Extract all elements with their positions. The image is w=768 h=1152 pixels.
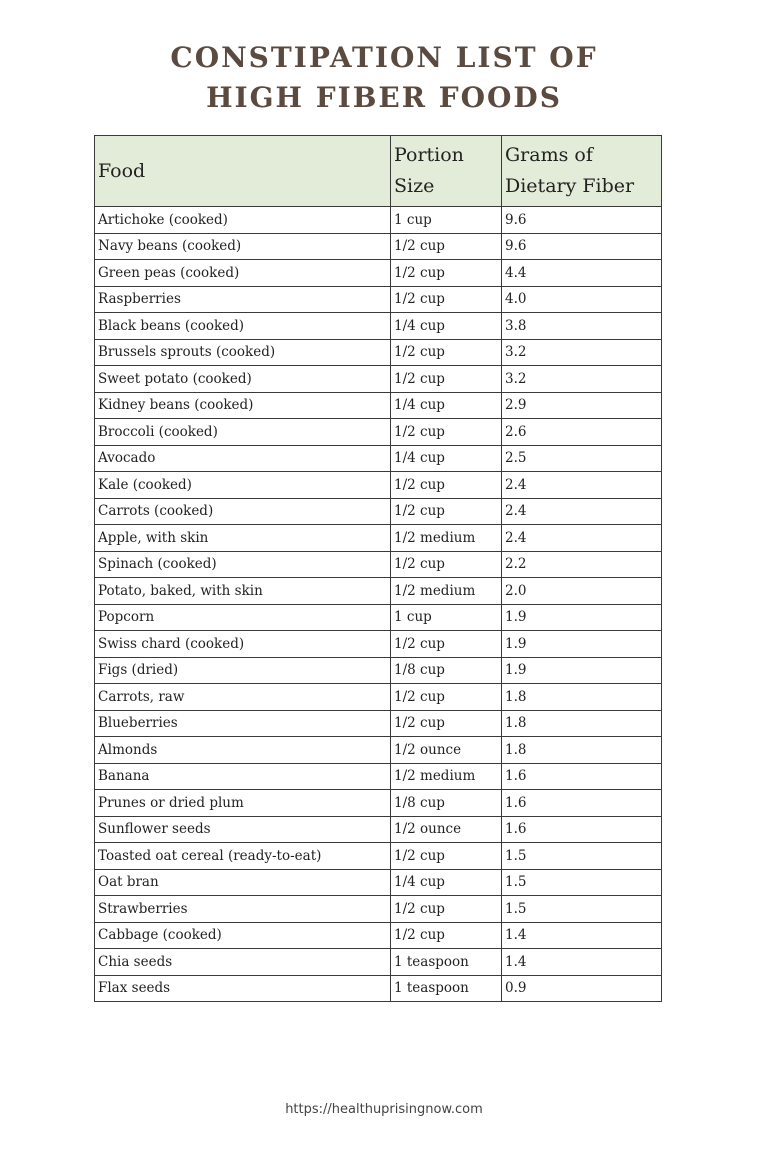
fiber-grams-cell: 0.9 (502, 975, 662, 1002)
fiber-grams-cell: 2.5 (502, 445, 662, 472)
food-cell: Almonds (95, 737, 391, 764)
portion-cell: 1/2 ounce (391, 737, 502, 764)
food-cell: Apple, with skin (95, 525, 391, 552)
fiber-grams-cell: 1.9 (502, 604, 662, 631)
header-portion-line-2: Size (394, 175, 435, 197)
table-header (95, 136, 662, 207)
food-cell: Cabbage (cooked) (95, 922, 391, 949)
table-row (95, 472, 662, 499)
food-cell: Potato, baked, with skin (95, 578, 391, 605)
portion-cell: 1/2 cup (391, 366, 502, 393)
table-row (95, 869, 662, 896)
portion-cell: 1/2 cup (391, 472, 502, 499)
table-row (95, 419, 662, 446)
fiber-grams-cell: 1.8 (502, 737, 662, 764)
food-cell: Brussels sprouts (cooked) (95, 339, 391, 366)
portion-cell: 1/2 medium (391, 525, 502, 552)
table-row (95, 631, 662, 658)
portion-cell: 1/2 medium (391, 763, 502, 790)
portion-cell: 1/2 cup (391, 498, 502, 525)
food-cell: Toasted oat cereal (ready-to-eat) (95, 843, 391, 870)
fiber-grams-cell: 1.6 (502, 790, 662, 817)
food-cell: Popcorn (95, 604, 391, 631)
food-cell: Kidney beans (cooked) (95, 392, 391, 419)
fiber-grams-cell: 4.0 (502, 286, 662, 313)
table-row (95, 710, 662, 737)
table-body (95, 207, 662, 1002)
table-row (95, 260, 662, 287)
portion-cell: 1/2 cup (391, 684, 502, 711)
portion-cell: 1 cup (391, 604, 502, 631)
fiber-grams-cell: 2.2 (502, 551, 662, 578)
fiber-grams-cell: 2.6 (502, 419, 662, 446)
fiber-grams-cell: 2.9 (502, 392, 662, 419)
fiber-grams-cell: 2.4 (502, 472, 662, 499)
food-cell: Figs (dried) (95, 657, 391, 684)
portion-cell: 1/2 cup (391, 233, 502, 260)
portion-cell: 1/2 cup (391, 339, 502, 366)
portion-cell: 1/2 cup (391, 631, 502, 658)
table-row (95, 498, 662, 525)
table-row (95, 207, 662, 234)
header-portion-line-1: Portion (394, 144, 464, 166)
table-row (95, 949, 662, 976)
portion-cell: 1/2 cup (391, 260, 502, 287)
table-row (95, 366, 662, 393)
portion-cell: 1/2 cup (391, 710, 502, 737)
fiber-grams-cell: 1.8 (502, 684, 662, 711)
table-row (95, 313, 662, 340)
food-cell: Chia seeds (95, 949, 391, 976)
food-cell: Oat bran (95, 869, 391, 896)
portion-cell: 1/2 cup (391, 922, 502, 949)
table-row (95, 578, 662, 605)
table-row (95, 657, 662, 684)
portion-cell: 1/2 ounce (391, 816, 502, 843)
portion-cell: 1/4 cup (391, 392, 502, 419)
table-row (95, 551, 662, 578)
header-food (95, 136, 391, 207)
portion-cell: 1/2 cup (391, 896, 502, 923)
page-title (0, 38, 768, 118)
page-title-line-2: HIGH FIBER FOODS (206, 81, 562, 114)
table-row (95, 392, 662, 419)
table-row (95, 763, 662, 790)
table-row (95, 737, 662, 764)
fiber-grams-cell: 1.5 (502, 869, 662, 896)
table-row (95, 445, 662, 472)
fiber-grams-cell: 1.6 (502, 763, 662, 790)
table-row (95, 339, 662, 366)
fiber-grams-cell: 1.6 (502, 816, 662, 843)
fiber-grams-cell: 1.9 (502, 657, 662, 684)
fiber-grams-cell: 2.4 (502, 498, 662, 525)
food-cell: Sweet potato (cooked) (95, 366, 391, 393)
portion-cell: 1/4 cup (391, 869, 502, 896)
food-cell: Artichoke (cooked) (95, 207, 391, 234)
portion-cell: 1 teaspoon (391, 975, 502, 1002)
fiber-grams-cell: 1.4 (502, 922, 662, 949)
portion-cell: 1/2 cup (391, 286, 502, 313)
portion-cell: 1/8 cup (391, 790, 502, 817)
portion-cell: 1/2 cup (391, 551, 502, 578)
fiber-grams-cell: 3.2 (502, 339, 662, 366)
fiber-grams-cell: 1.5 (502, 896, 662, 923)
fiber-grams-cell: 9.6 (502, 207, 662, 234)
food-cell: Carrots, raw (95, 684, 391, 711)
portion-cell: 1/4 cup (391, 445, 502, 472)
fiber-grams-cell: 1.8 (502, 710, 662, 737)
food-cell: Broccoli (cooked) (95, 419, 391, 446)
header-row (95, 136, 662, 207)
table-row (95, 975, 662, 1002)
portion-cell: 1/2 cup (391, 419, 502, 446)
food-cell: Sunflower seeds (95, 816, 391, 843)
portion-cell: 1/8 cup (391, 657, 502, 684)
header-grams-line-1: Grams of (505, 144, 593, 166)
header-portion-size (391, 136, 502, 207)
fiber-grams-cell: 3.8 (502, 313, 662, 340)
table-row (95, 286, 662, 313)
header-grams-line-2: Dietary Fiber (505, 175, 635, 197)
table-row (95, 684, 662, 711)
food-cell: Green peas (cooked) (95, 260, 391, 287)
food-cell: Banana (95, 763, 391, 790)
fiber-grams-cell: 2.4 (502, 525, 662, 552)
portion-cell: 1/4 cup (391, 313, 502, 340)
header-food-label: Food (98, 159, 146, 182)
portion-cell: 1 teaspoon (391, 949, 502, 976)
food-cell: Kale (cooked) (95, 472, 391, 499)
fiber-table (94, 135, 662, 1002)
table-row (95, 816, 662, 843)
fiber-grams-cell: 1.4 (502, 949, 662, 976)
fiber-grams-cell: 2.0 (502, 578, 662, 605)
fiber-grams-cell: 1.9 (502, 631, 662, 658)
table-row (95, 896, 662, 923)
food-cell: Prunes or dried plum (95, 790, 391, 817)
header-grams-fiber (502, 136, 662, 207)
food-cell: Black beans (cooked) (95, 313, 391, 340)
food-cell: Carrots (cooked) (95, 498, 391, 525)
portion-cell: 1 cup (391, 207, 502, 234)
fiber-grams-cell: 4.4 (502, 260, 662, 287)
portion-cell: 1/2 medium (391, 578, 502, 605)
table-row (95, 525, 662, 552)
table-row (95, 604, 662, 631)
food-cell: Flax seeds (95, 975, 391, 1002)
table-row (95, 922, 662, 949)
food-cell: Raspberries (95, 286, 391, 313)
food-cell: Swiss chard (cooked) (95, 631, 391, 658)
table-row (95, 790, 662, 817)
food-cell: Avocado (95, 445, 391, 472)
fiber-grams-cell: 1.5 (502, 843, 662, 870)
food-cell: Strawberries (95, 896, 391, 923)
page-title-line-1: CONSTIPATION LIST OF (170, 41, 598, 74)
table-row (95, 843, 662, 870)
fiber-grams-cell: 9.6 (502, 233, 662, 260)
table-row (95, 233, 662, 260)
fiber-grams-cell: 3.2 (502, 366, 662, 393)
source-url: https://healthuprisingnow.com (285, 1102, 483, 1117)
food-cell: Spinach (cooked) (95, 551, 391, 578)
food-cell: Navy beans (cooked) (95, 233, 391, 260)
portion-cell: 1/2 cup (391, 843, 502, 870)
food-cell: Blueberries (95, 710, 391, 737)
